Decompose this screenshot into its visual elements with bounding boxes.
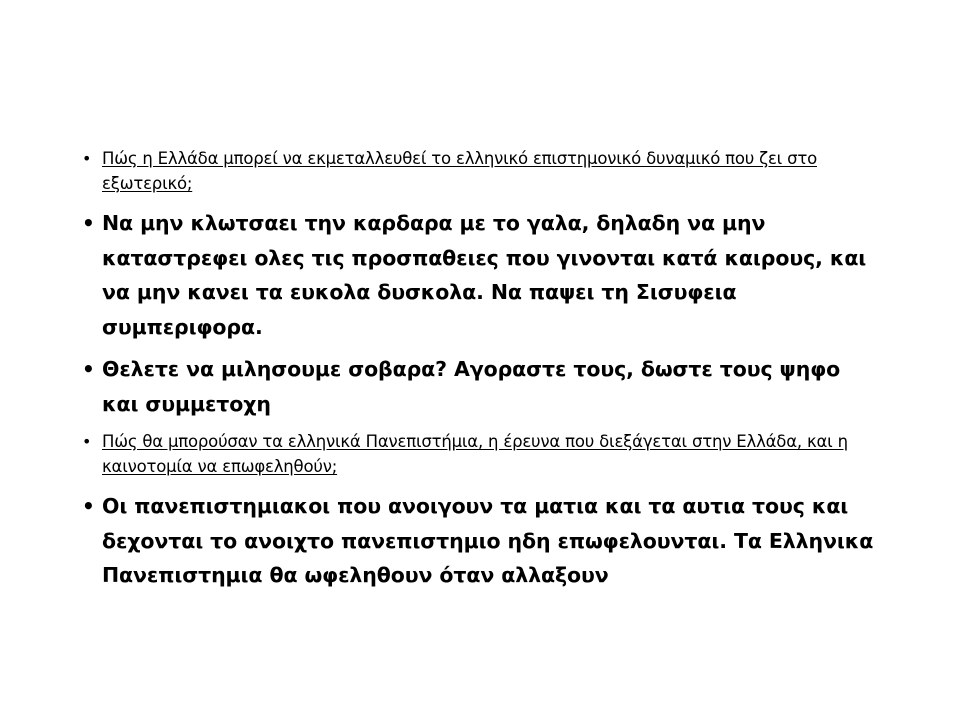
answer-item-2 — [82, 352, 882, 421]
bullet-icon: • — [82, 357, 95, 381]
bullet-icon: • — [82, 211, 95, 235]
question-item-2 — [82, 429, 882, 479]
question-text: Πώς η Ελλάδα μπορεί να εκμεταλλευθεί το ελληνικό επιστημονικό δυναμικό που ζει στο εξωτερικό; — [102, 149, 817, 193]
answer-item-3 — [82, 489, 882, 593]
question-item-1 — [82, 146, 882, 196]
answer-text: Θελετε να μιλησουμε σοβαρα? Αγοραστε τους, δωστε τους ψηφο και συμμετοχη — [102, 357, 841, 416]
bullet-list — [82, 146, 882, 601]
bullet-icon: • — [82, 149, 92, 168]
bullet-icon: • — [82, 494, 95, 518]
answer-text: Να μην κλωτσαει την καρδαρα με το γαλα, δηλαδη να μην καταστρεφει ολες τις προσπαθειες που γινονται κατά καιρους, και να μην κανει τα ευκολα δυσκολα. Να παψει τη Σισυφεια συμπεριφορα. — [102, 211, 867, 339]
question-text: Πώς θα μπορούσαν τα ελληνικά Πανεπιστήμια, η έρευνα που διεξάγεται στην Ελλάδα, και η καινοτομία να επωφεληθούν; — [102, 432, 848, 476]
answer-item-1 — [82, 206, 882, 344]
bullet-icon: • — [82, 432, 92, 451]
answer-text: Οι πανεπιστημιακοι που ανοιγουν τα ματια και τα αυτια τους και δεχονται το ανοιχτο πανεπιστημιο ηδη επωφελουνται. Τα Ελληνικα Πανεπιστημια θα ωφεληθουν όταν αλλαξουν — [102, 494, 874, 587]
